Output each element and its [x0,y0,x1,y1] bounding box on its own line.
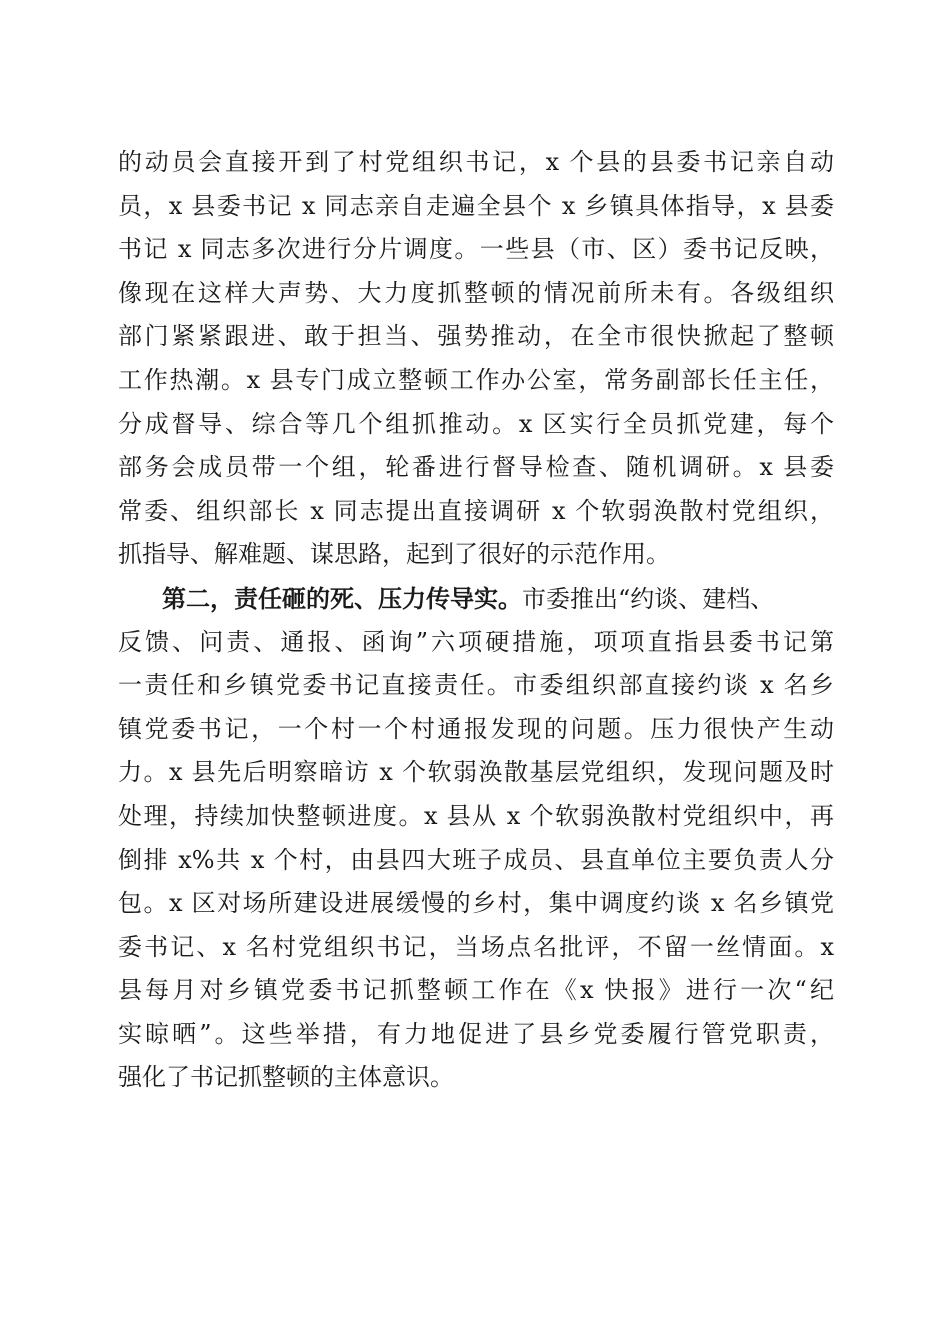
text-line: 反馈、问责、通报、函询”六项硬措施，项项直指县委书记第 [118,627,834,656]
text-line: 分成督导、综合等几个组抓推动。x 区实行全员抓党建，每个 [118,409,834,438]
text-line [118,577,834,621]
text-line: 像现在这样大声势、大力度抓整顿的情况前所未有。各级组织 [118,278,834,307]
text-line: 常委、组织部长 x 同志提出直接调研 x 个软弱涣散村党组织， [118,496,834,525]
text-line: 工作热潮。x 县专门成立整顿工作办公室，常务副部长任主任， [118,365,834,394]
paragraph-1 [118,141,834,577]
text-line: 实晾晒”。这些举措，有力地促进了县乡党委履行管党职责， [118,1019,834,1048]
document-body [118,141,834,1100]
text-line: 委书记、x 名村党组织书记，当场点名批评，不留一丝情面。x [118,932,834,961]
text-line: 强化了书记抓整顿的主体意识。 [118,1063,454,1092]
text-line: 书记 x 同志多次进行分片调度。一些县（市、区）委书记反映， [118,235,834,264]
section-heading: 第二，责任砸的死、压力传导实。 [162,583,522,613]
text-line: 一责任和乡镇党委书记直接责任。市委组织部直接约谈 x 名乡 [118,671,834,700]
text-line: 倒排 x%共 x 个村，由县四大班子成员、县直单位主要负责人分 [118,845,834,874]
text-line: 镇党委书记，一个村一个村通报发现的问题。压力很快产生动 [118,714,834,743]
text-line: 员，x 县委书记 x 同志亲自走遍全县个 x 乡镇具体指导，x 县委 [118,191,834,220]
text-line: 力。x 县先后明察暗访 x 个软弱涣散基层党组织，发现问题及时 [118,758,834,787]
text-line: 抓指导、解难题、谋思路，起到了很好的示范作用。 [118,540,670,569]
text-line: 处理，持续加快整顿进度。x 县从 x 个软弱涣散村党组织中，再 [118,801,834,830]
text-line: 部门紧紧跟进、敢于担当、强势推动，在全市很快掀起了整顿 [118,322,834,351]
text-line: 县每月对乡镇党委书记抓整顿工作在《x 快报》进行一次“纪 [118,976,834,1005]
text-line: 部务会成员带一个组，轮番进行督导检查、随机调研。x 县委 [118,453,834,482]
text-line: 包。x 区对场所建设进展缓慢的乡村，集中调度约谈 x 名乡镇党 [118,889,834,918]
heading-line-rest: 市委推出“约谈、建档、 [522,584,775,613]
paragraph-2 [118,577,834,1100]
text-line: 的动员会直接开到了村党组织书记，x 个县的县委书记亲自动 [118,148,834,176]
